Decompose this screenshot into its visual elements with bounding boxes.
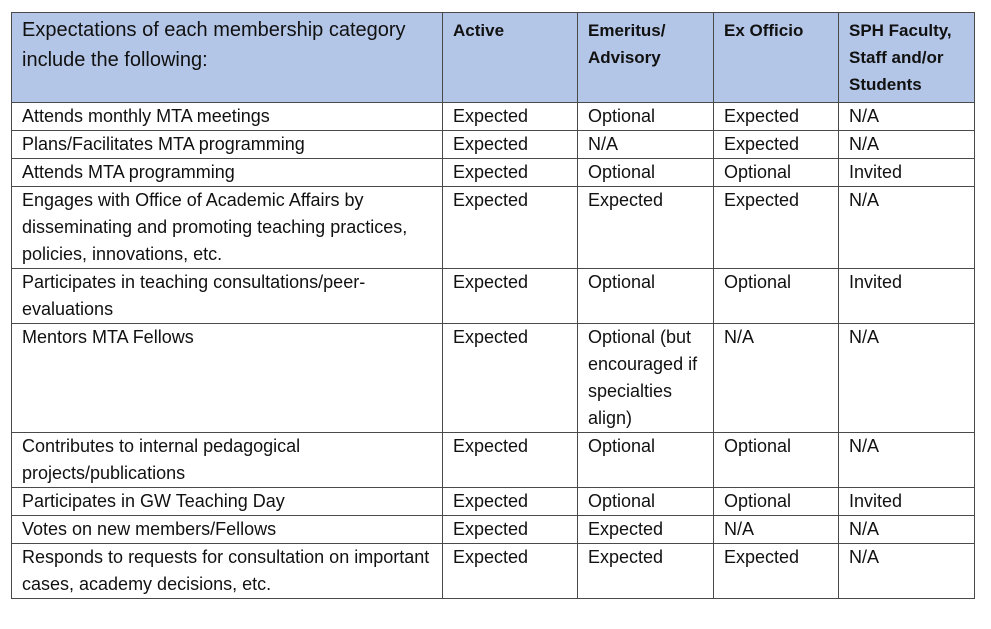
cell-ex-officio: Expected — [714, 103, 839, 131]
table-row — [12, 544, 975, 599]
cell-emeritus: Expected — [578, 187, 714, 269]
header-emeritus-advisory: Emeritus/ Advisory — [578, 13, 714, 103]
table-row — [12, 433, 975, 488]
cell-sph: N/A — [839, 187, 975, 269]
cell-active: Expected — [443, 269, 578, 324]
cell-emeritus: Expected — [578, 516, 714, 544]
cell-ex-officio: Expected — [714, 187, 839, 269]
cell-emeritus: Optional — [578, 103, 714, 131]
row-expectation: Plans/Facilitates MTA programming — [12, 131, 443, 159]
cell-active: Expected — [443, 488, 578, 516]
table-row — [12, 324, 975, 433]
cell-sph: Invited — [839, 159, 975, 187]
cell-sph: N/A — [839, 544, 975, 599]
table-row — [12, 131, 975, 159]
cell-ex-officio: Optional — [714, 433, 839, 488]
cell-ex-officio: Expected — [714, 544, 839, 599]
cell-sph: Invited — [839, 488, 975, 516]
row-expectation: Votes on new members/Fellows — [12, 516, 443, 544]
cell-active: Expected — [443, 131, 578, 159]
row-expectation: Engages with Office of Academic Affairs by disseminating and promoting teaching practices, policies, innovations, etc. — [12, 187, 443, 269]
cell-sph: Invited — [839, 269, 975, 324]
cell-emeritus: Optional — [578, 488, 714, 516]
cell-ex-officio: Optional — [714, 488, 839, 516]
cell-ex-officio: Optional — [714, 159, 839, 187]
row-expectation: Participates in GW Teaching Day — [12, 488, 443, 516]
row-expectation: Mentors MTA Fellows — [12, 324, 443, 433]
row-expectation: Participates in teaching consultations/peer-evaluations — [12, 269, 443, 324]
table-row — [12, 103, 975, 131]
cell-emeritus: Expected — [578, 544, 714, 599]
header-expectations: Expectations of each membership category include the following: — [12, 13, 443, 103]
cell-emeritus: Optional — [578, 269, 714, 324]
cell-sph: N/A — [839, 131, 975, 159]
table-header-row — [12, 13, 975, 103]
cell-ex-officio: Expected — [714, 131, 839, 159]
cell-emeritus: Optional — [578, 159, 714, 187]
cell-sph: N/A — [839, 516, 975, 544]
header-active: Active — [443, 13, 578, 103]
cell-active: Expected — [443, 187, 578, 269]
cell-ex-officio: N/A — [714, 324, 839, 433]
row-expectation: Attends MTA programming — [12, 159, 443, 187]
cell-sph: N/A — [839, 433, 975, 488]
cell-emeritus: N/A — [578, 131, 714, 159]
table-row — [12, 269, 975, 324]
cell-active: Expected — [443, 103, 578, 131]
cell-ex-officio: N/A — [714, 516, 839, 544]
row-expectation: Responds to requests for consultation on important cases, academy decisions, etc. — [12, 544, 443, 599]
row-expectation: Attends monthly MTA meetings — [12, 103, 443, 131]
row-expectation: Contributes to internal pedagogical projects/publications — [12, 433, 443, 488]
cell-ex-officio: Optional — [714, 269, 839, 324]
cell-active: Expected — [443, 324, 578, 433]
table-row — [12, 516, 975, 544]
cell-active: Expected — [443, 544, 578, 599]
table-row — [12, 159, 975, 187]
cell-sph: N/A — [839, 103, 975, 131]
cell-active: Expected — [443, 516, 578, 544]
table-row — [12, 187, 975, 269]
cell-emeritus: Optional (but encouraged if specialties align) — [578, 324, 714, 433]
header-ex-officio: Ex Officio — [714, 13, 839, 103]
header-sph-faculty-staff-students: SPH Faculty, Staff and/or Students — [839, 13, 975, 103]
cell-active: Expected — [443, 159, 578, 187]
table-row — [12, 488, 975, 516]
membership-table-container — [11, 12, 975, 599]
cell-active: Expected — [443, 433, 578, 488]
membership-expectations-table — [11, 12, 975, 599]
cell-emeritus: Optional — [578, 433, 714, 488]
cell-sph: N/A — [839, 324, 975, 433]
